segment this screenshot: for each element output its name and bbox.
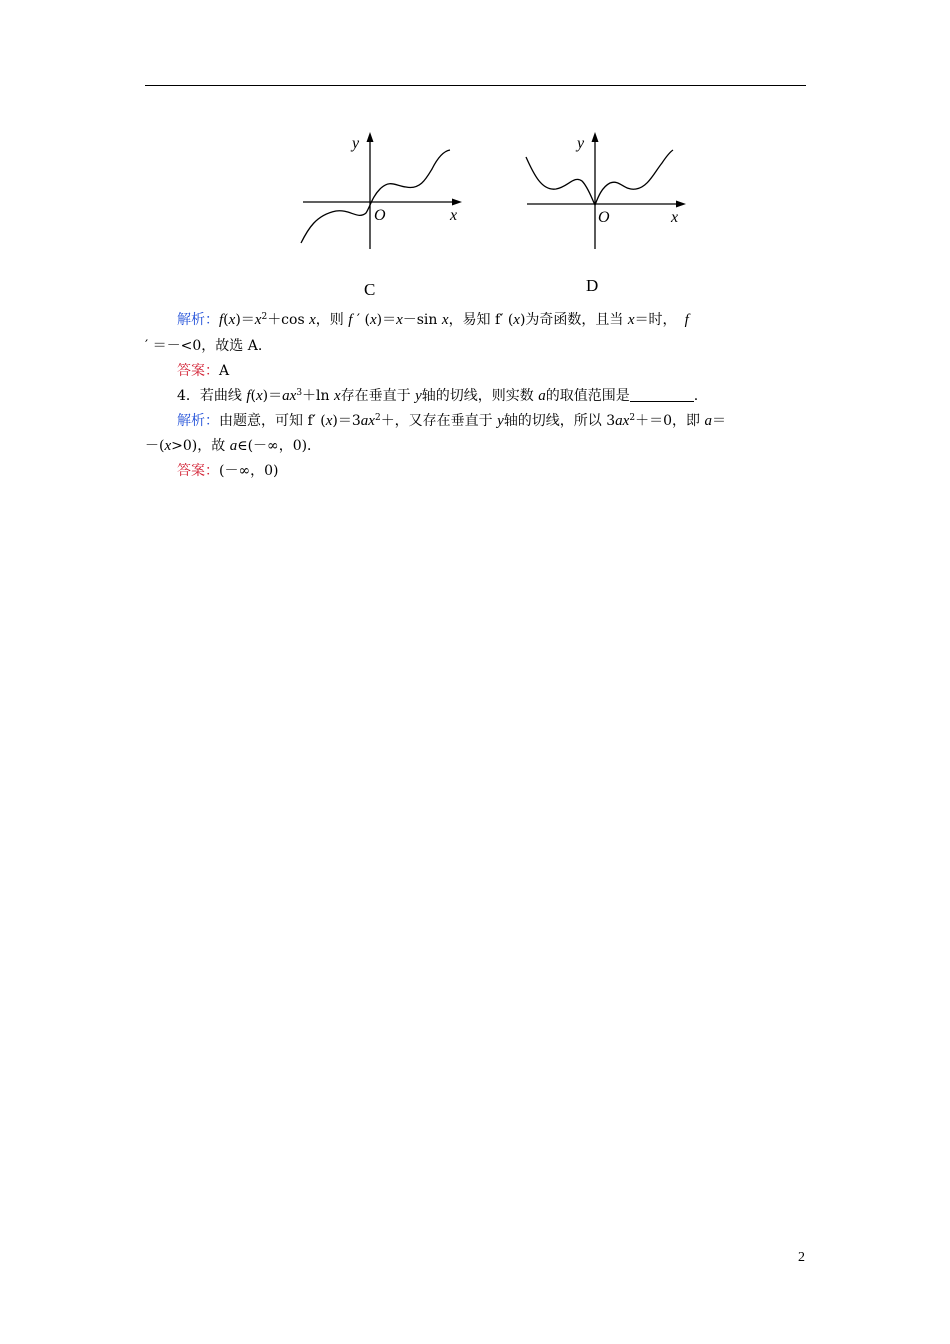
y-axis-arrow-icon xyxy=(367,132,374,142)
x-axis-arrow-icon xyxy=(676,201,686,208)
graph-option-c xyxy=(298,125,470,255)
option-d-label: D xyxy=(586,276,599,295)
q3-analysis-line1: 解析：$f(x)=x^2+\cos$ x，则 f ′ (x)＝x－sin x，易知 f′ (x)为奇函数，且当 x＝时， f xyxy=(177,312,689,328)
x-axis-arrow-icon xyxy=(452,199,462,206)
x-axis-label: x xyxy=(450,207,458,224)
x-axis-label: x xyxy=(671,209,679,226)
analysis-label: 解析： xyxy=(177,312,219,328)
origin-label: O xyxy=(598,209,610,226)
option-c-label: C xyxy=(364,280,376,299)
q4-question: 4．若曲线 $f(x)=ax^3+\ln$ x存在垂直于 y轴的切线，则实数 a的取值范围是 . xyxy=(177,388,699,404)
q3-answer xyxy=(177,361,229,381)
answer-label: 答案： xyxy=(177,463,219,479)
function-curve xyxy=(526,150,673,205)
page-number: 2 xyxy=(798,1250,805,1265)
q4-analysis-line2: －(x>0)，故 a∈(－∞，0)． xyxy=(145,438,322,454)
graph-option-d xyxy=(522,125,694,255)
origin-label: O xyxy=(374,207,386,224)
graph-d-svg xyxy=(522,125,694,255)
answer-value: (－∞，0) xyxy=(219,463,279,479)
y-axis-label: y xyxy=(352,135,360,152)
y-axis-arrow-icon xyxy=(592,132,599,142)
answer-value: A xyxy=(219,363,230,379)
analysis-label: 解析： xyxy=(177,413,219,429)
answer-blank xyxy=(630,388,694,402)
y-axis-label: y xyxy=(577,135,585,152)
header-rule xyxy=(145,85,806,86)
q4-answer xyxy=(177,461,279,481)
graph-c-svg xyxy=(298,125,470,255)
function-curve xyxy=(301,150,450,243)
answer-label: 答案： xyxy=(177,363,219,379)
q3-analysis-line2: ′ ＝－<0，故选 A. xyxy=(145,338,263,354)
q4-analysis-line1: 解析：由题意，可知 f′ $(x)=3ax^2+$，又存在垂直于 y轴的切线，所以 $3ax^2+=0$，即 a＝ xyxy=(177,413,726,429)
